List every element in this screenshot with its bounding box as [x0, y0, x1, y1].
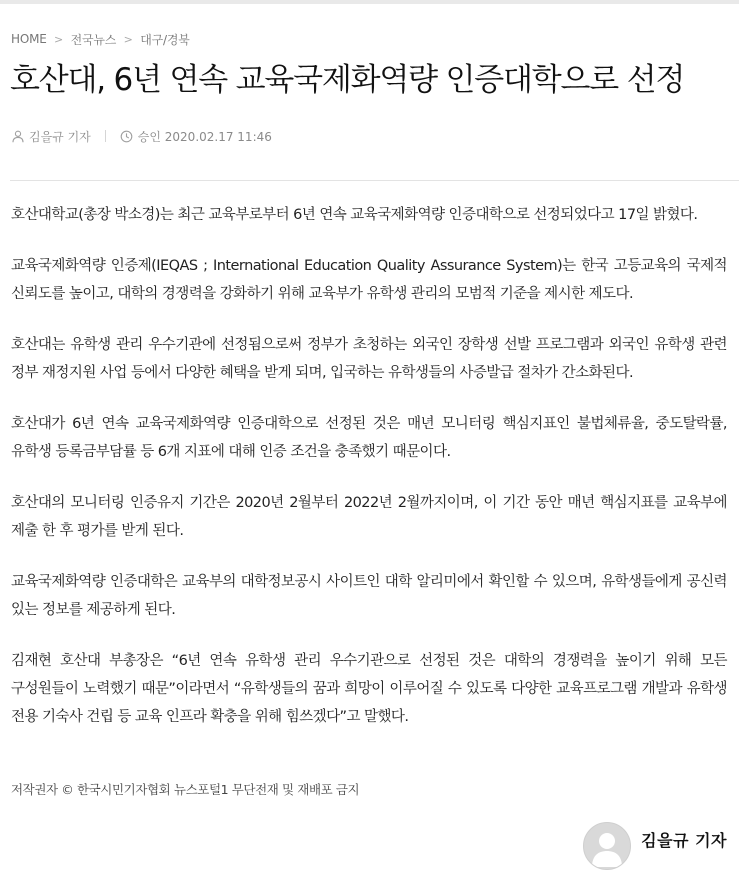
breadcrumb-separator: > — [123, 32, 133, 46]
avatar[interactable] — [583, 822, 631, 870]
breadcrumb-home-link[interactable]: HOME — [11, 32, 47, 46]
avatar-placeholder-icon — [584, 823, 630, 869]
breadcrumb — [11, 30, 190, 48]
byline-reporter: 김을규 기자 — [29, 129, 91, 144]
article-paragraph: 교육국제화역량 인증대학은 교육부의 대학정보공시 사이트인 대학 알리미에서 확인할 수 있으며, 유학생들에게 공신력 있는 정보를 제공하게 된다. — [11, 574, 727, 618]
byline-divider-line — [10, 180, 739, 181]
byline-published-date: 승인 2020.02.17 11:46 — [137, 129, 272, 144]
article-title: 호산대, 6년 연속 교육국제화역량 인증대학으로 선정 — [10, 62, 685, 98]
byline-divider — [105, 130, 106, 142]
article-byline — [12, 126, 272, 146]
article-paragraph: 호산대학교(총장 박소경)는 최근 교육부로부터 6년 연속 교육국제화역량 인증대학으로 선정되었다고 17일 밝혔다. — [11, 207, 698, 223]
article-paragraph: 교육국제화역량 인증제(IEQAS ; International Education Quality Assurance System)는 한국 고등교육의 국제적 신뢰도를 높이고, 대학의 경쟁력을 강화하기 위해 교육부가 유학생 관리의 모범적 기준을 제시한 제도다. — [11, 258, 727, 302]
article-body — [11, 201, 727, 754]
article-paragraph: 호산대가 6년 연속 교육국제화역량 인증대학으로 선정된 것은 매년 모니터링 핵심지표인 불법체류율, 중도탈락률, 유학생 등록금부담률 등 6개 지표에 대해 인증 조건을 충족했기 때문이다. — [11, 416, 727, 460]
breadcrumb-daegu-gyeongbuk-link[interactable]: 대구/경북 — [140, 32, 190, 47]
user-icon — [12, 130, 24, 143]
article-paragraph: 김재현 호산대 부총장은 “6년 연속 유학생 관리 우수기관으로 선정된 것은 대학의 경쟁력을 높이기 위해 모든 구성원들이 노력했기 때문”이라면서 “유학생들의 꿈과 희망이 이루어질 수 있도록 다양한 교육프로그램 개발과 유학생 전용 기숙사 건립 등 교육 인프라 확충을 위해 힘쓰겠다”고 말했다. — [11, 653, 727, 725]
author-name[interactable]: 김을규 기자 — [641, 831, 727, 850]
breadcrumb-national-news-link[interactable]: 전국뉴스 — [70, 32, 117, 47]
clock-icon — [120, 130, 133, 143]
article-paragraph: 호산대는 유학생 관리 우수기관에 선정됨으로써 정부가 초청하는 외국인 장학생 선발 프로그램과 외국인 유학생 관련 정부 재정지원 사업 등에서 다양한 혜택을 받게 되며, 입국하는 유학생들의 사증발급 절차가 간소화된다. — [11, 337, 727, 381]
top-divider — [0, 0, 739, 4]
copyright-notice: 저작권자 © 한국시민기자협회 뉴스포털1 무단전재 및 재배포 금지 — [11, 782, 360, 797]
breadcrumb-separator: > — [54, 32, 64, 46]
author-box — [583, 822, 727, 870]
article-paragraph: 호산대의 모니터링 인증유지 기간은 2020년 2월부터 2022년 2월까지이며, 이 기간 동안 매년 핵심지표를 교육부에 제출 한 후 평가를 받게 된다. — [11, 495, 727, 539]
